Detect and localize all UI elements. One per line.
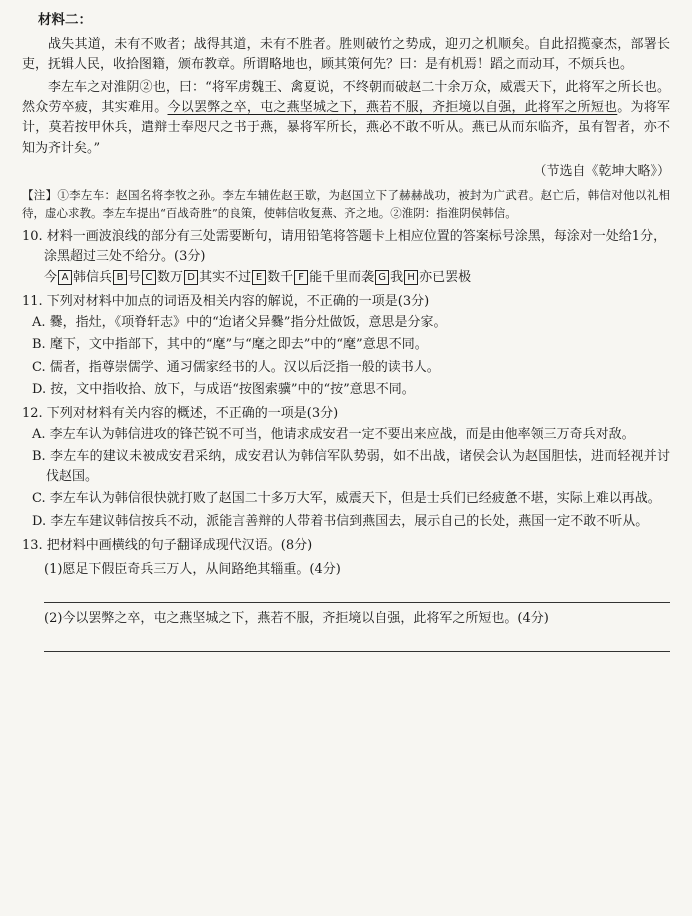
question-11-option-d[interactable]: D. 按，文中指收拾、放下，与成语“按图索骥”中的“按”意思不同。 (32, 381, 415, 397)
answer-box-e[interactable]: E (252, 270, 266, 285)
segment-text: 能千里而袭 (309, 269, 375, 285)
material-title: 材料二： (38, 12, 92, 28)
answer-box-d[interactable]: D (184, 270, 198, 285)
passage-quote-b: 。为将军计，莫若按甲休兵，遣辩士奉咫尺之书于燕，暴将军所长，燕必不敢不听从。燕已从而东临齐，虽有智者，亦不知为齐计矣。” (22, 100, 670, 156)
answer-box-b[interactable]: B (113, 270, 127, 285)
question-12-stem: 12. 下列对材料有关内容的概述，不正确的一项是(3分) (22, 405, 339, 421)
question-12-option-d[interactable]: D. 李左车建议韩信按兵不动，派能言善辩的人带着书信到燕国去，展示自己的长处，燕国一定不敢不听从。 (32, 513, 649, 529)
question-13-sub-1: (1)愿足下假臣奇兵三万人，从间路绝其辎重。(4分) (44, 561, 341, 577)
answer-line-1[interactable] (44, 602, 670, 603)
answer-box-a[interactable]: A (58, 270, 72, 285)
segment-text: 号 (128, 269, 142, 285)
passage-paragraph-2 (22, 78, 670, 159)
question-10 (22, 227, 670, 288)
question-13-stem: 13. 把材料中画横线的句子翻译成现代汉语。(8分) (22, 537, 313, 553)
answer-line-2[interactable] (44, 651, 670, 652)
segment-line (22, 268, 670, 288)
footnote: 【注】①李左车：赵国名将李牧之孙。李左车辅佐赵王歇，为赵国立下了赫赫战功，被封为广武君。赵亡后，韩信对他以礼相待，虚心求教。李左车提出“百战奇胜”的良策，使韩信收复燕、齐之地。②淮阴：指淮阴侯韩信。 (22, 187, 670, 221)
answer-box-g[interactable]: G (375, 270, 389, 285)
question-13 (22, 536, 670, 652)
question-12-option-a[interactable]: A. 李左车认为韩信进攻的锋芒锐不可当，他请求成安君一定不要出来应战，而是由他率领三万奇兵对敌。 (32, 426, 635, 442)
segment-text: 今 (44, 269, 58, 285)
question-11-stem: 11. 下列对材料中加点的词语及相关内容的解说，不正确的一项是(3分) (22, 294, 430, 310)
segment-text: 其实不过 (199, 269, 252, 285)
segment-text: 数万 (157, 269, 184, 285)
passage-quote-a: “将军虏魏王、禽夏说，不终朝而破赵二十余万众，威震天下，此将军之所长也。然众劳卒疲，其实难用。 (22, 80, 670, 116)
answer-box-h[interactable]: H (404, 270, 418, 285)
segment-text: 亦已罢极 (419, 269, 472, 285)
source-citation: （节选自《乾坤大略》） (533, 163, 670, 179)
passage-intro: 李左车之对淮阴②也，曰： (48, 80, 206, 96)
question-12-option-c[interactable]: C. 李左车认为韩信很快就打败了赵国二十多万大军，威震天下，但是士兵们已经疲惫不堪，实际上难以再战。 (32, 491, 661, 507)
passage-paragraph-1: 战失其道，未有不败者；战得其道，未有不胜者。胜则破竹之势成，迎刃之机顺矣。自此招揽豪杰，部署长吏，抚辑人民，收拾图籍，颁布教章。所谓略地也，顾其策何先？曰：是有机焉！蹈之而动耳，不烦兵也。 (22, 36, 670, 73)
answer-box-f[interactable]: F (294, 270, 308, 285)
underlined-sentence: 今以罢弊之卒，屯之燕坚城之下，燕若不服，齐拒境以自强，此将军之所短也 (167, 100, 618, 116)
exam-page (22, 10, 670, 658)
answer-box-c[interactable]: C (142, 270, 156, 285)
question-12-option-b[interactable]: B. 李左车的建议未被成安君采纳，成安君认为韩信军队势弱，如不出战，诸侯会认为赵国胆怯，进而轻视并讨伐赵国。 (32, 449, 670, 485)
segment-text: 韩信兵 (73, 269, 113, 285)
question-12 (22, 404, 670, 532)
segment-text: 数千 (267, 269, 294, 285)
question-11-option-a[interactable]: A. 爨，指灶，《项脊轩志》中的“迨诸父异爨”指分灶做饭，意思是分家。 (32, 315, 447, 331)
question-11-option-b[interactable]: B. 麾下，文中指部下，其中的“麾”与“麾之即去”中的“麾”意思不同。 (32, 337, 428, 353)
question-10-stem: 10. 材料一画波浪线的部分有三处需要断句，请用铅笔将答题卡上相应位置的答案标号涂黑，每涂对一处给1分，涂黑超过三处不给分。(3分) (22, 228, 667, 264)
segment-text: 我 (390, 269, 404, 285)
question-11 (22, 292, 670, 400)
question-13-sub-2: (2)今以罢弊之卒，屯之燕坚城之下，燕若不服，齐拒境以自强，此将军之所短也。(4分) (44, 610, 549, 626)
question-11-option-c[interactable]: C. 儒者，指尊崇儒学、通习儒家经书的人。汉以后泛指一般的读书人。 (32, 359, 440, 375)
